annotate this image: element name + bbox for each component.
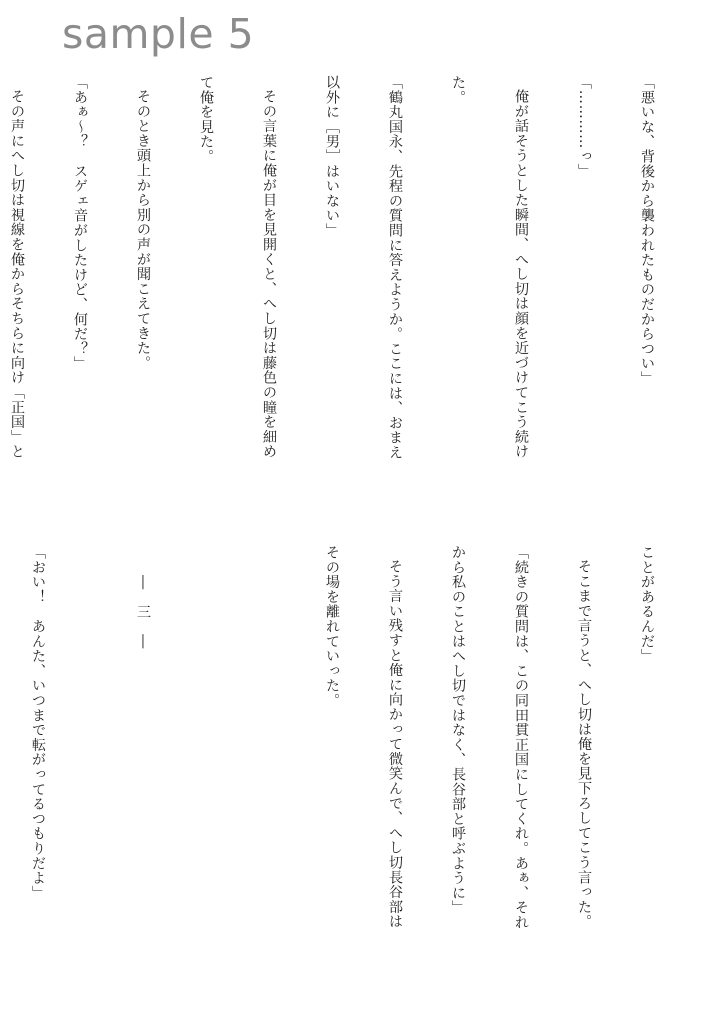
text-line: そこまで言うと、へし切は俺を見下ろしてこう言った。 <box>576 559 592 929</box>
text-line: 「悪いな、背後から襲われたものだからつい」 <box>639 75 655 386</box>
text-line: そう言い残すと俺に向かって微笑んで、へし切長谷部は <box>387 559 403 929</box>
text-line: 「あぁ～？ スゲェ音がしたけど、何だ？」 <box>72 75 88 371</box>
text-line: 以外に［男］はいない」 <box>324 75 340 238</box>
text-line: 「鶴丸国永、先程の質問に答えようか。ここには、おまえ <box>387 75 403 460</box>
text-line: て俺を見た。 <box>198 75 214 164</box>
text-line: その声にへし切は視線を俺からそちらに向け「正国」と <box>9 89 25 459</box>
text-line: から私のことはへし切ではなく、長谷部と呼ぶように」 <box>450 545 466 915</box>
text-line: 「続きの質問は、この同田貫正国にしてくれ。あぁ、それ <box>513 545 529 930</box>
lower-text-block <box>0 545 699 965</box>
sample-label: sample 5 <box>62 10 255 58</box>
text-line: た。 <box>450 75 466 105</box>
section-heading: ― 三 ― <box>135 575 151 649</box>
text-line: ことがあるんだ」 <box>639 545 655 664</box>
text-line: 「おい！ あんた、いつまで転がってるつもりだよ」 <box>30 545 46 901</box>
text-line: 俺が話そうとした瞬間、へし切は顔を近づけてこう続け <box>513 89 529 459</box>
upper-text-block <box>0 75 699 495</box>
text-line: その言葉に俺が目を見開くと、へし切は藤色の瞳を細め <box>261 89 277 459</box>
text-line: 「…………っ」 <box>576 75 592 179</box>
text-line: その場を離れていった。 <box>324 545 340 708</box>
text-line: そのとき頭上から別の声が聞こえてきた。 <box>135 89 151 371</box>
